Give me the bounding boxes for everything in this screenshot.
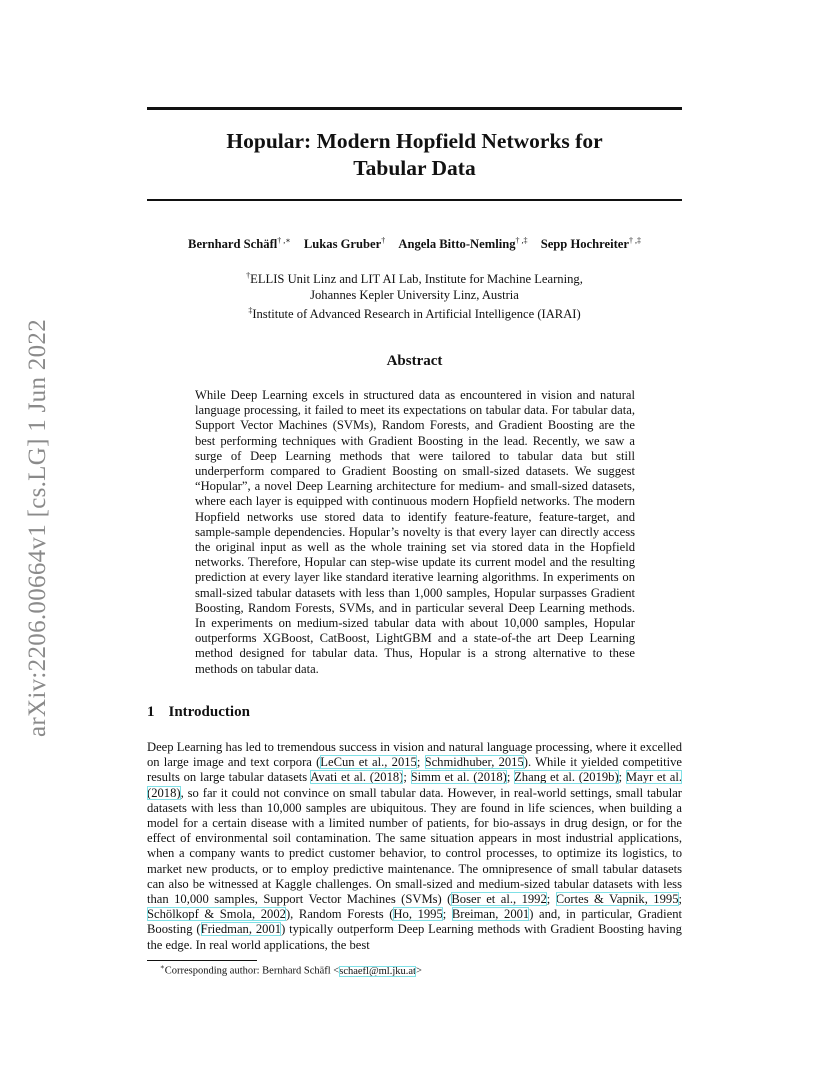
citation-link[interactable]: Cortes & Vapnik, 1995 <box>555 892 679 907</box>
paragraph-text: ; <box>403 770 411 785</box>
paragraph-text: ) typically outperform Deep Learning methods with Gradient Boosting having the edge. In real world applications, the best <box>147 922 682 952</box>
section-title: Introduction <box>168 704 250 720</box>
title-line-1: Hopular: Modern Hopfield Networks for <box>226 129 603 153</box>
abstract-heading: Abstract <box>386 353 443 369</box>
paragraph-text: ). While it yielded competitive results on large tabular datasets <box>147 755 682 785</box>
affiliation-1: †ELLIS Unit Linz and LIT AI Lab, Institute for Machine Learning, <box>246 271 583 287</box>
citation-link[interactable]: Schmidhuber, 2015 <box>424 755 524 770</box>
citation-link[interactable]: Ho, 1995 <box>393 907 443 922</box>
section-heading <box>147 704 250 721</box>
title-line-2: Tabular Data <box>353 156 476 180</box>
email-link[interactable]: schaefl@ml.jku.at <box>339 965 416 977</box>
author: Angela Bitto-Nemling† ,‡ <box>398 236 528 252</box>
paragraph-text: ) and, in particular, Gradient Boosting ( <box>147 907 682 937</box>
paragraph-text: , so far it could not convince on small tabular data. However, in real-world settings, small tabular datasets with less than 10,000 samples are ubiquitous. They are found in life sciences, when building a model for a certain disease with a limited number of patients, for bio-assays in drug design, or for the effect of environmental soil contamination. The same situation appears in most industrial applications, when a company wants to predict customer behavior, to control processes, to optimize its logistics, to market new products, or to employ predictive maintenance. The omnipresence of small tabular datasets can also be witnessed at Kaggle challenges. On small-sized and medium-sized tabular datasets with less than 10,000 samples, Support Vector Machines (SVMs) ( <box>147 785 682 907</box>
paragraph-text: ; <box>618 770 626 785</box>
abstract-text: While Deep Learning excels in structured data as encountered in vision and natural language processing, it failed to meet its expectations on tabular data. For tabular data, Support Vector Machines (SVMs), Random Forests, and Gradient Boosting are the best performing techniques with Gradient Boosting in the lead. Recently, we saw a surge of Deep Learning methods that were tailored to tabular data but still underperform compared to Gradient Boosting on small-sized datasets. We suggest “Hopular”, a novel Deep Learning architecture for medium- and small-sized datasets, where each layer is equipped with continuous modern Hopfield networks. The modern Hopfield networks use stored data to identify feature-feature, feature-target, and sample-sample dependencies. Hopular’s novelty is that every layer can directly access the original input as well as the whole training set via stored data in the Hopfield networks. Therefore, Hopular can step-wise update its current model and the resulting prediction at every layer like standard iterative learning algorithms. In experiments on small-sized tabular datasets with less than 1,000 samples, Hopular surpasses Gradient Boosting, Random Forests, SVMs, and in particular several Deep Learning methods. In experiments on medium-sized tabular data with about 10,000 samples, Hopular outperforms XGBoost, CatBoost, LightGBM and a state-of-the art Deep Learning method designed for tabular data. Thus, Hopular is a strong alternative to these methods on tabular data. <box>195 388 635 676</box>
citation-link[interactable]: Friedman, 2001 <box>200 922 282 937</box>
citation-link[interactable]: Simm et al. (2018) <box>410 770 507 785</box>
paragraph-text: ; <box>442 907 452 922</box>
paragraph-text: ; <box>416 755 425 770</box>
citation-link[interactable]: Zhang et al. (2019b) <box>514 770 619 785</box>
citation-link[interactable]: Breiman, 2001 <box>451 907 530 922</box>
introduction-paragraph <box>147 740 682 953</box>
citation-link[interactable]: Schölkopf & Smola, 2002 <box>147 907 286 922</box>
footnote: ∗Corresponding author: Bernhard Schäfl <schaefl@ml.jku.at> <box>160 963 422 977</box>
paragraph-text: ; <box>678 892 682 907</box>
paragraph-text: Deep Learning has led to tremendous success in vision and natural language processing, where it excelled on large image and text corpora ( <box>147 740 682 770</box>
citation-link[interactable]: LeCun et al., 2015 <box>320 755 417 770</box>
author-list <box>147 236 682 252</box>
citation-link[interactable]: Mayr et al. (2018) <box>147 770 682 800</box>
title-rule-bottom <box>147 199 682 201</box>
affiliation-2: ‡Institute of Advanced Research in Artificial Intelligence (IARAI) <box>248 306 581 322</box>
paper-title <box>147 128 682 182</box>
author: Lukas Gruber† <box>303 236 386 252</box>
paragraph-text: ; <box>506 770 515 785</box>
citation-link[interactable]: Boser et al., 1992 <box>451 892 547 907</box>
arxiv-sidebar <box>20 300 56 755</box>
affiliations <box>147 268 682 322</box>
title-rule-top <box>147 107 682 110</box>
footnote-rule <box>147 960 257 961</box>
citation-link[interactable]: Avati et al. (2018) <box>310 770 404 785</box>
author: Bernhard Schäfl† ,∗ <box>188 236 291 252</box>
paragraph-text: ; <box>546 892 556 907</box>
paragraph-text: ), Random Forests ( <box>285 907 394 922</box>
section-number: 1 <box>147 704 155 720</box>
author: Sepp Hochreiter† ,‡ <box>540 236 641 252</box>
arxiv-identifier: arXiv:2206.00664v1 [cs.LG] 1 Jun 2022 <box>24 318 51 737</box>
affiliation-1-cont: Johannes Kepler University Linz, Austria <box>310 288 519 303</box>
